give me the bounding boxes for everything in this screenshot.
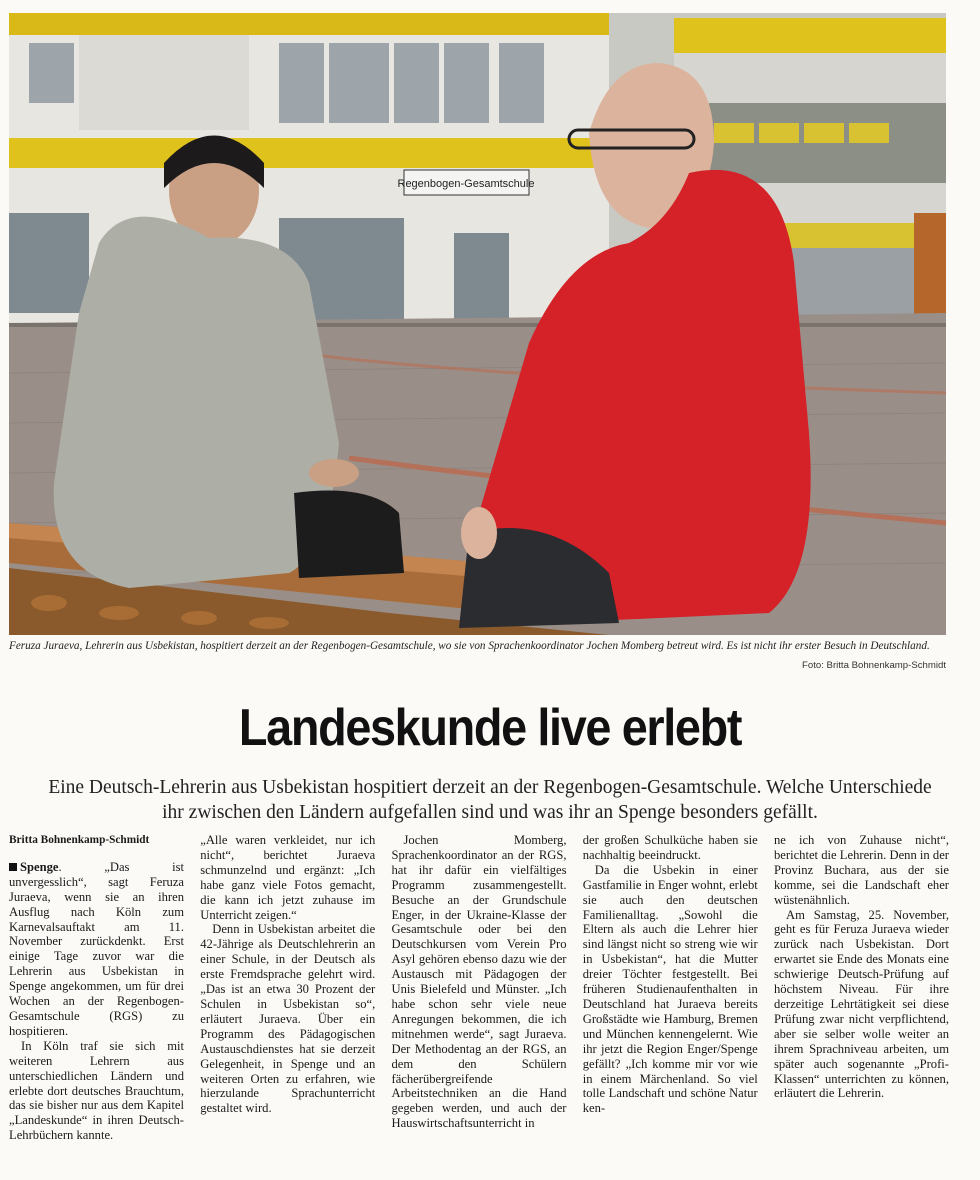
column-5 [774, 833, 949, 1143]
photo-credit: Foto: Britta Bohnenkamp-Schmidt [802, 660, 946, 671]
subheadline: Eine Deutsch-Lehrerin aus Usbekistan hospitiert derzeit an der Regenbogen-Gesamtschule. Welche Unterschiede ihr zwischen den Ländern aufgefallen sind und was ihr an Spenge besonders gefällt. [48, 777, 932, 823]
paragraph: Denn in Usbekistan arbeitet die 42-Jährige als Deutschlehrerin an einer Schule, in der Deutsch als erste Fremdsprache gelehrt wird. „Das ist an etwa 30 Prozent der Schulen in Usbekistan so“, erläutert Juraeva. Über ein Programm des Pädagogischen Austauschdienstes hat sie derzeit Gelegenheit, in Spenge und an weiteren Orten zu erfahren, wie hierzulande Sprachunterricht gestaltet wird. [200, 922, 376, 1116]
article-body [9, 833, 949, 1143]
dateline-square-icon [9, 863, 17, 871]
paragraph: In Köln traf sie sich mit weiteren Lehrern aus unterschiedlichen Ländern und erlebte dort deutsches Brauchtum, das sie bisher nur aus dem Kapitel „Landeskunde“ in ihren Deutsch-Lehrbüchern kannte. [9, 1038, 184, 1143]
school-sign: Regenbogen-Gesamtschule [397, 178, 535, 190]
paragraph: ne ich von Zuhause nicht“, berichtet die Lehrerin. Denn in der Provinz Buchara, aus der sie komme, sei die Landschaft eher wüstenähnlich. [774, 833, 949, 907]
paragraph: Jochen Momberg, Sprachenkoordinator an der RGS, hat ihr dafür ein vielfältiges Programm zusammengestellt. Besuche an der Grundschule Enger, in der Ukraine-Klasse der Gesamtschule oder bei den Deutschkursen vom Verein Pro Asyl gehören ebenso dazu wie der Austausch mit Pädagogen der Unis Bielefeld und Münster. „Ich habe schon sehr viele neue Anregungen bekommen, die ich mitnehmen werde“, sagt Juraeva. Der Methodentag an der RGS, an dem den Schülern fächerübergreifende Arbeitstechniken an die Hand gegeben werden, und auch der Hauswirtschaftsunterricht in [391, 833, 567, 1131]
paragraph-text: . „Das ist unvergesslich“, sagt Feruza Juraeva, wenn sie an ihren Ausflug nach Köln zum Karnevalsauftakt am 11. November zurückdenkt. Erst einige Tage zuvor war die Lehrerin aus Usbekistan in Spenge angekommen, um für drei Wochen an der Regenbogen-Gesamtschule (RGS) zu hospitieren. [9, 859, 184, 1038]
column-4 [583, 833, 758, 1143]
paragraph: „Alle waren verkleidet, nur ich nicht“, berichtet Juraeva schmunzelnd und ergänzt: „Ich habe ganz viele Fotos gemacht, die kann ich jetzt zuhause im Unterricht zeigen.“ [200, 833, 376, 922]
paragraph: der großen Schulküche haben sie nachhaltig beeindruckt. [582, 833, 758, 862]
author-byline: Britta Bohnenkamp-Schmidt [9, 834, 150, 846]
paragraph: Am Samstag, 25. November, geht es für Feruza Juraeva wieder zurück nach Usbekistan. Dort erwartet sie Ende des Monats eine schwierige Deutsch-Prüfung auf höchstem Niveau. Für ihre derzeitige Lehrtätigkeit sei diese Prüfung zwar nicht verpflichtend, aber sie selber wolle weiter an ihrem Sprachniveau arbeiten, um später auch sogenannte „Profi-Klassen“ unterrichten zu können, erläutert die Lehrerin. [774, 907, 949, 1101]
column-2 [200, 833, 375, 1143]
column-1 [9, 833, 184, 1143]
paragraph: Da die Usbekin in einer Gastfamilie in Enger wohnt, erlebt sie auch den deutschen Familienalltag. „Sowohl die Eltern als auch die Lehrer hier sind längst nicht so streng wie wir in Usbekistan“, hat die Mutter dreier Töchter festgestellt. Bei früheren Studienaufenthalten in Deutschland hat Juraeva bereits Großstädte wie Hamburg, Bremen und München kennengelernt. Wie ihr jetzt die Region Enger/Spenge gefällt? „Ich komme mir vor wie in einem Märchenland. So viel tolle Landschaft und schöne Natur ken- [582, 862, 758, 1116]
column-3 [392, 833, 567, 1143]
article-photo [9, 13, 946, 635]
paragraph [9, 860, 184, 1039]
dateline: Spenge [20, 859, 59, 874]
headline: Landeskunde live erlebt [238, 699, 742, 757]
photo-caption: Feruza Juraeva, Lehrerin aus Usbekistan, hospitiert derzeit an der Regenbogen-Gesamtschule, wo sie von Sprachenkoordinator Jochen Momberg betreut wird. Es ist nicht ihr erster Besuch in Deutschland. [9, 640, 930, 652]
